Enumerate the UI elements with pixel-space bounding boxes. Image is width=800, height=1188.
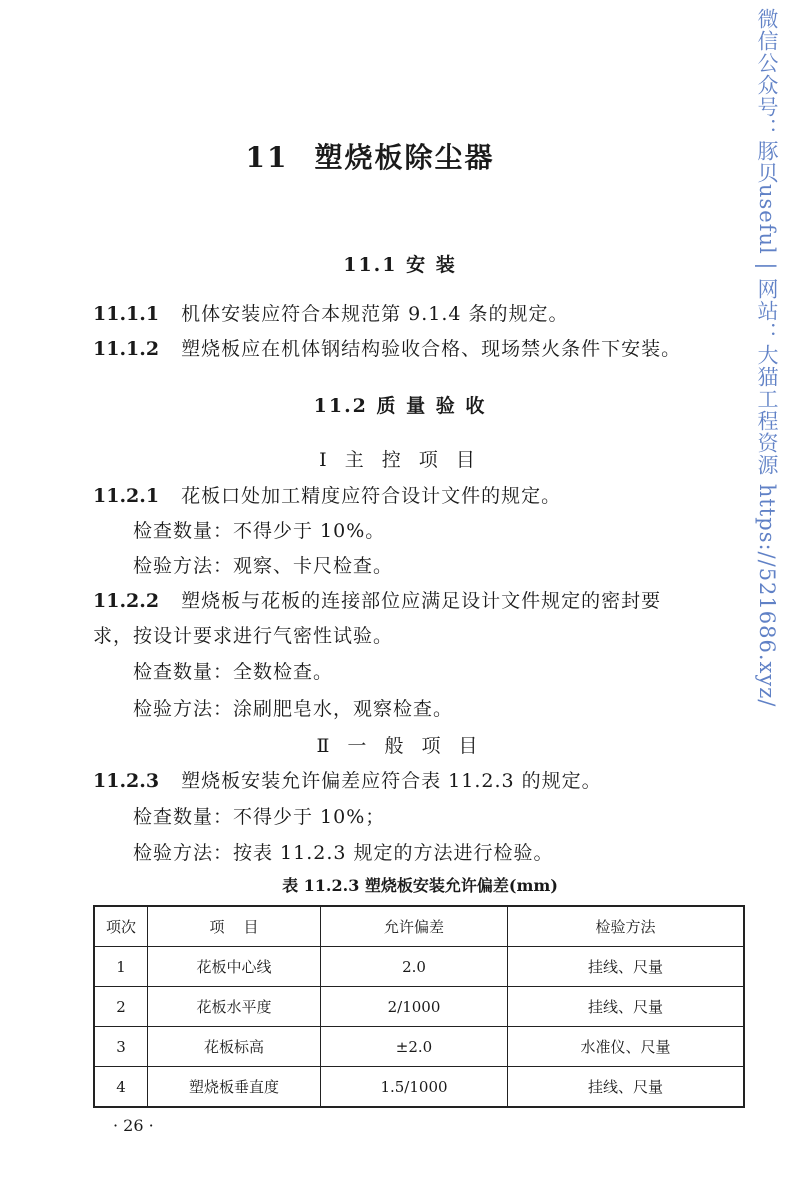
table-cell: 花板标高 — [148, 1027, 321, 1067]
watermark: 微信公众号：豚贝useful | 网站：大猫工程资源 https://521686.xyz/ — [755, 8, 779, 708]
general-items-heading: Ⅱ 一 般 项 目 — [316, 735, 484, 757]
table-cell: 4 — [94, 1067, 148, 1108]
table-header: 允许偏差 — [321, 906, 508, 947]
clause-number: 11.2.3 — [93, 770, 160, 792]
table-cell: 2/1000 — [321, 987, 508, 1027]
table-cell: 挂线、尺量 — [508, 1067, 745, 1108]
table-row — [94, 1027, 744, 1067]
clause-text: 机体安装应符合本规范第 9.1.4 条的规定。 — [181, 303, 569, 325]
table-cell: 1.5/1000 — [321, 1067, 508, 1108]
inspection-quantity: 检查数量：不得少于 10%； — [133, 806, 386, 828]
section-heading-11-2: 11.2 质 量 验 收 — [313, 395, 487, 417]
inspection-method: 检验方法：涂刷肥皂水，观察检查。 — [133, 698, 454, 720]
tolerance-table — [93, 905, 745, 1108]
inspection-method: 检验方法：观察、卡尺检查。 — [133, 555, 394, 577]
table-cell: 花板中心线 — [148, 947, 321, 987]
main-items-heading: Ⅰ 主 控 项 目 — [319, 449, 481, 471]
clause-11-2-1 — [93, 481, 561, 508]
table-cell: 3 — [94, 1027, 148, 1067]
clause-text: 塑烧板与花板的连接部位应满足设计文件规定的密封要 — [181, 590, 662, 612]
table-cell: 挂线、尺量 — [508, 947, 745, 987]
inspection-quantity: 检查数量：不得少于 10%。 — [133, 520, 386, 542]
table-header: 检验方法 — [508, 906, 745, 947]
table-cell: 2 — [94, 987, 148, 1027]
table-row — [94, 947, 744, 987]
chapter-number: 11 — [245, 141, 289, 174]
clause-number: 11.2.2 — [93, 590, 160, 612]
table-row — [94, 1067, 744, 1108]
clause-11-1-1 — [93, 299, 569, 326]
clause-text: 塑烧板应在机体钢结构验收合格、现场禁火条件下安装。 — [181, 338, 682, 360]
clause-text-continued: 求，按设计要求进行气密性试验。 — [93, 625, 394, 647]
table-cell: 水准仪、尺量 — [508, 1027, 745, 1067]
clause-text: 塑烧板安装允许偏差应符合表 11.2.3 的规定。 — [181, 770, 602, 792]
table-header-row — [94, 906, 744, 947]
table-cell: ±2.0 — [321, 1027, 508, 1067]
clause-number: 11.1.2 — [93, 338, 160, 360]
clause-number: 11.1.1 — [93, 303, 160, 325]
table-cell: 塑烧板垂直度 — [148, 1067, 321, 1108]
page-number: · 26 · — [113, 1116, 154, 1135]
table-header: 项 目 — [148, 906, 321, 947]
table-cell: 1 — [94, 947, 148, 987]
inspection-method: 检验方法：按表 11.2.3 规定的方法进行检验。 — [133, 842, 554, 864]
table-caption: 表 11.2.3 塑烧板安装允许偏差(mm) — [282, 876, 558, 895]
section-heading-11-1: 11.1 安 装 — [343, 254, 457, 276]
clause-number: 11.2.1 — [93, 485, 160, 507]
table-row — [94, 987, 744, 1027]
inspection-quantity: 检查数量：全数检查。 — [133, 661, 334, 683]
table-cell: 花板水平度 — [148, 987, 321, 1027]
clause-11-2-3 — [93, 766, 602, 793]
table-cell: 2.0 — [321, 947, 508, 987]
table-cell: 挂线、尺量 — [508, 987, 745, 1027]
clause-text: 花板口处加工精度应符合设计文件的规定。 — [181, 485, 562, 507]
chapter-title — [0, 136, 740, 176]
clause-11-1-2 — [93, 334, 681, 361]
clause-11-2-2 — [93, 586, 661, 613]
table-header: 项次 — [94, 906, 148, 947]
chapter-title-text: 塑烧板除尘器 — [314, 141, 495, 174]
